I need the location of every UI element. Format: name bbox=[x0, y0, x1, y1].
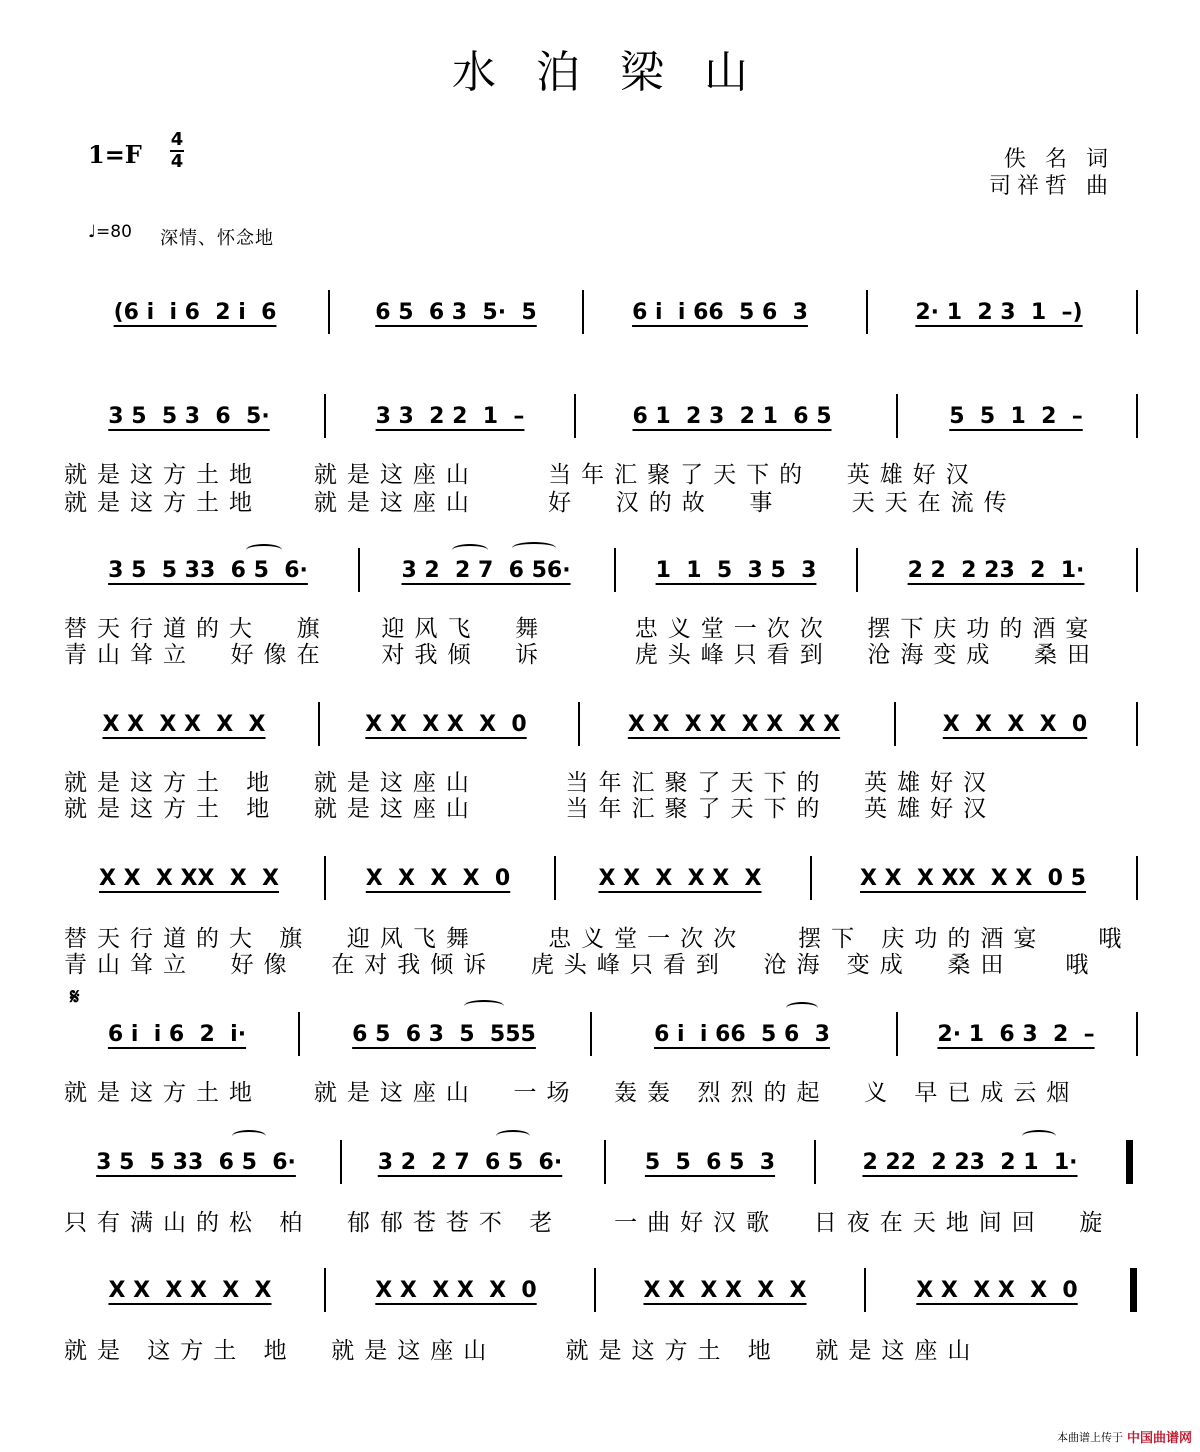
measure-notes: 3 2 2 7 6 5 6· bbox=[377, 1149, 563, 1175]
staff-row-1 bbox=[0, 290, 1200, 334]
footer-text: 本曲谱上传于 bbox=[1056, 1430, 1123, 1444]
tie-mark bbox=[464, 1000, 504, 1012]
staff-row-8 bbox=[0, 1268, 1200, 1312]
measure bbox=[598, 1012, 886, 1056]
measure-notes: X X X X X X bbox=[643, 1277, 807, 1303]
measure bbox=[332, 856, 544, 900]
measure bbox=[64, 1012, 290, 1056]
expression-marking: 深情、怀念地 bbox=[160, 228, 274, 249]
measure-notes: 6 i i 66 5 6 3 bbox=[632, 299, 808, 325]
barline bbox=[1136, 548, 1138, 592]
lyric-line: 就是这方土地 就是这座山 当年汇聚了天下的 英雄好汉 bbox=[64, 462, 979, 488]
barline bbox=[328, 290, 330, 334]
tie-mark bbox=[512, 542, 556, 554]
measure bbox=[64, 856, 314, 900]
barline bbox=[594, 1268, 596, 1312]
staff-row-4 bbox=[0, 702, 1200, 746]
lyric-line: 青山耸立 好像在 对我倾 诉 虎头峰只看到 沧海变成 桑田 bbox=[64, 642, 1100, 668]
barline bbox=[1136, 1012, 1138, 1056]
measure bbox=[582, 394, 882, 438]
measure-notes: X X X XX X X 0 5 bbox=[860, 865, 1086, 891]
lyric-line: 只有满山的松 柏 郁郁苍苍不 老 一曲好汉歌 日夜在天地间回 旋 bbox=[64, 1210, 1113, 1236]
lyric-line: 就是这方土 地 就是这座山 当年汇聚了天下的 英雄好汉 bbox=[64, 796, 997, 822]
measure-notes: 3 5 5 3 6 5· bbox=[108, 403, 270, 429]
barline bbox=[896, 1012, 898, 1056]
measure bbox=[562, 856, 798, 900]
barline bbox=[590, 1012, 592, 1056]
measure-notes: X X X X 0 bbox=[942, 711, 1088, 737]
tie-mark bbox=[496, 1130, 530, 1142]
measure bbox=[332, 1268, 580, 1312]
barline bbox=[856, 548, 858, 592]
barline bbox=[298, 1012, 300, 1056]
staff-row-3 bbox=[0, 548, 1200, 592]
measure bbox=[332, 394, 568, 438]
staff-row-6 bbox=[0, 1012, 1200, 1056]
tie-mark bbox=[786, 1002, 818, 1014]
measure-notes: X X X X X X bbox=[598, 865, 762, 891]
barline bbox=[864, 1268, 866, 1312]
song-title: 水泊梁山 bbox=[452, 47, 788, 98]
measure bbox=[904, 394, 1128, 438]
time-signature bbox=[170, 130, 184, 172]
key-signature: 1=F bbox=[88, 140, 142, 169]
tie-mark bbox=[1022, 1130, 1056, 1142]
measure-notes: 1 1 5 3 5 3 bbox=[655, 557, 817, 583]
measure-notes: 5 5 6 5 3 bbox=[644, 1149, 776, 1175]
measure-notes: X X X XX X X bbox=[98, 865, 279, 891]
measure bbox=[612, 1140, 808, 1184]
measure bbox=[64, 702, 304, 746]
barline bbox=[582, 290, 584, 334]
measure bbox=[64, 1140, 328, 1184]
staff-row-2 bbox=[0, 394, 1200, 438]
tie-mark bbox=[232, 1130, 266, 1142]
composer-credit: 司祥哲 曲 bbox=[989, 174, 1114, 199]
time-signature-top: 4 bbox=[170, 129, 184, 150]
measure-notes: X X X X 0 bbox=[365, 865, 511, 891]
lyric-line: 就是这方土 地 就是这座山 当年汇聚了天下的 英雄好汉 bbox=[64, 770, 997, 796]
staff-row-5 bbox=[0, 856, 1200, 900]
barline bbox=[604, 1140, 606, 1184]
measure bbox=[590, 290, 850, 334]
barline bbox=[1136, 290, 1138, 334]
time-signature-bottom: 4 bbox=[170, 151, 184, 172]
measure bbox=[586, 702, 882, 746]
measure-notes: 3 5 5 33 6 5 6· bbox=[108, 557, 308, 583]
barline bbox=[814, 1140, 816, 1184]
tie-mark bbox=[452, 544, 488, 556]
measure-notes: 6 5 6 3 5 555 bbox=[352, 1021, 536, 1047]
measure-notes: 2 2 2 23 2 1· bbox=[907, 557, 1085, 583]
credits bbox=[954, 146, 1114, 200]
barline bbox=[866, 290, 868, 334]
measure-notes: (6 i i 6 2 i 6 bbox=[113, 299, 277, 325]
measure-notes: X X X X X 0 bbox=[916, 1277, 1078, 1303]
measure-notes: 2· 1 2 3 1 –) bbox=[915, 299, 1083, 325]
measure bbox=[904, 1012, 1128, 1056]
lyric-line: 就是这方土地 就是这座山 一场 轰轰 烈烈的起 义 早已成云烟 bbox=[64, 1080, 1080, 1106]
barline bbox=[896, 394, 898, 438]
barline bbox=[894, 702, 896, 746]
barline bbox=[318, 702, 320, 746]
measure-notes: X X X X X X bbox=[102, 711, 266, 737]
measure bbox=[326, 702, 566, 746]
measure-notes: 6 i i 6 2 i· bbox=[107, 1021, 247, 1047]
barline bbox=[578, 702, 580, 746]
measure bbox=[874, 290, 1124, 334]
lyricist-credit: 佚 名 词 bbox=[1004, 147, 1114, 172]
footer-watermark bbox=[1057, 1427, 1192, 1446]
lyric-line: 替天行道的大 旗 迎风飞 舞 忠义堂一次次 摆下庆功的酒宴 bbox=[64, 616, 1099, 642]
measure-notes: X X X X X X bbox=[108, 1277, 272, 1303]
measure-notes: X X X X X 0 bbox=[375, 1277, 537, 1303]
measure-notes: X X X X X X X X bbox=[627, 711, 841, 737]
barline bbox=[810, 856, 812, 900]
measure-notes: 2 22 2 23 2 1 1· bbox=[862, 1149, 1078, 1175]
tempo-marking: ♩=80 bbox=[88, 222, 132, 242]
measure-notes: 6 5 6 3 5· 5 bbox=[375, 299, 537, 325]
measure bbox=[622, 548, 850, 592]
measure bbox=[336, 290, 576, 334]
measure bbox=[864, 548, 1128, 592]
site-logo: 中国曲谱网 bbox=[1126, 1431, 1192, 1446]
measure-notes: 3 2 2 7 6 56· bbox=[401, 557, 571, 583]
measure-notes: 5 5 1 2 – bbox=[949, 403, 1083, 429]
barline bbox=[340, 1140, 342, 1184]
barline bbox=[324, 856, 326, 900]
barline bbox=[614, 548, 616, 592]
measure bbox=[818, 856, 1128, 900]
measure bbox=[872, 1268, 1122, 1312]
segno-sign: 𝄋 bbox=[70, 985, 80, 1010]
final-barline bbox=[1130, 1268, 1137, 1312]
measure-notes: 2· 1 6 3 2 – bbox=[937, 1021, 1095, 1047]
lyric-line: 就是这方土地 就是这座山 好 汉的故 事 天天在流传 bbox=[64, 490, 1017, 516]
lyric-line: 替天行道的大 旗 迎风飞舞 忠义堂一次次 摆下 庆功的酒宴 哦 bbox=[64, 926, 1132, 952]
barline bbox=[574, 394, 576, 438]
measure-notes: 3 5 5 33 6 5 6· bbox=[96, 1149, 296, 1175]
staff-row-7 bbox=[0, 1140, 1200, 1184]
repeat-end-barline bbox=[1126, 1140, 1133, 1184]
barline bbox=[324, 394, 326, 438]
measure bbox=[348, 1140, 592, 1184]
measure bbox=[64, 1268, 316, 1312]
measure bbox=[64, 394, 314, 438]
measure bbox=[64, 548, 352, 592]
measure bbox=[306, 1012, 582, 1056]
measure-notes: 6 i i 66 5 6 3 bbox=[654, 1021, 830, 1047]
measure bbox=[822, 1140, 1118, 1184]
measure-notes: 3 3 2 2 1 – bbox=[375, 403, 525, 429]
barline bbox=[1136, 394, 1138, 438]
barline bbox=[324, 1268, 326, 1312]
lyric-line: 就是 这方土 地 就是这座山 就是这方土 地 就是这座山 bbox=[64, 1338, 981, 1364]
tie-mark bbox=[246, 544, 282, 556]
measure bbox=[902, 702, 1128, 746]
barline bbox=[1136, 702, 1138, 746]
measure bbox=[602, 1268, 848, 1312]
barline bbox=[1136, 856, 1138, 900]
barline bbox=[554, 856, 556, 900]
lyric-line: 青山耸立 好像 在对我倾诉 虎头峰只看到 沧海 变成 桑田 哦 bbox=[64, 952, 1099, 978]
measure-notes: X X X X X 0 bbox=[365, 711, 527, 737]
measure bbox=[70, 290, 320, 334]
barline bbox=[358, 548, 360, 592]
measure-notes: 6 1 2 3 2 1 6 5 bbox=[632, 403, 832, 429]
